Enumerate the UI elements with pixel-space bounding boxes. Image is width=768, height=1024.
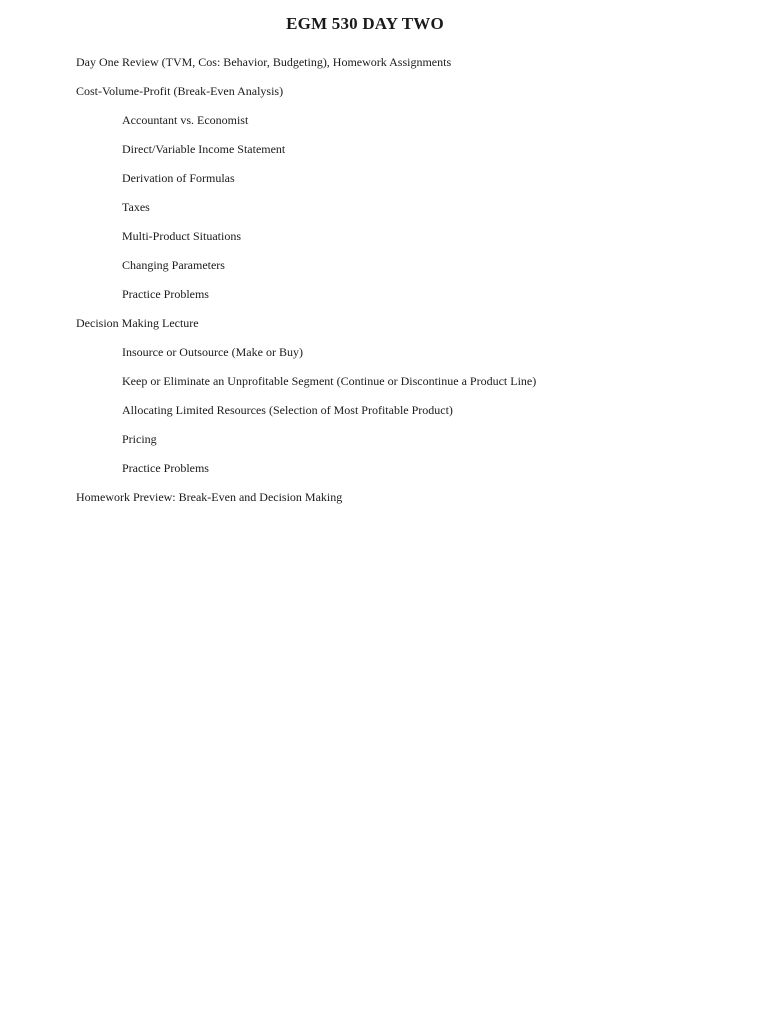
agenda-subitem: Derivation of Formulas	[122, 171, 235, 185]
agenda-subitem: Practice Problems	[122, 287, 209, 301]
agenda-section-decision-making: Decision Making Lecture	[76, 316, 199, 330]
agenda-outline	[76, 52, 736, 516]
agenda-subitem: Accountant vs. Economist	[122, 113, 249, 127]
agenda-subitem: Taxes	[122, 200, 150, 214]
agenda-subitem: Direct/Variable Income Statement	[122, 142, 286, 156]
agenda-subitem: Pricing	[122, 432, 157, 446]
agenda-item: Day One Review (TVM, Cos: Behavior, Budgeting), Homework Assignments	[76, 55, 452, 69]
agenda-subitem: Allocating Limited Resources (Selection of Most Profitable Product)	[122, 403, 453, 417]
agenda-item-homework-preview: Homework Preview: Break-Even and Decision Making	[76, 490, 343, 504]
agenda-subitem: Practice Problems	[122, 461, 209, 475]
agenda-section-cvp: Cost-Volume-Profit (Break-Even Analysis)	[76, 84, 284, 98]
agenda-subitem: Keep or Eliminate an Unprofitable Segment (Continue or Discontinue a Product Line)	[122, 374, 537, 388]
page-title: EGM 530 DAY TWO	[286, 14, 444, 33]
agenda-subitem: Changing Parameters	[122, 258, 225, 272]
agenda-subitem: Insource or Outsource (Make or Buy)	[122, 345, 303, 359]
agenda-subitem: Multi-Product Situations	[122, 229, 242, 243]
